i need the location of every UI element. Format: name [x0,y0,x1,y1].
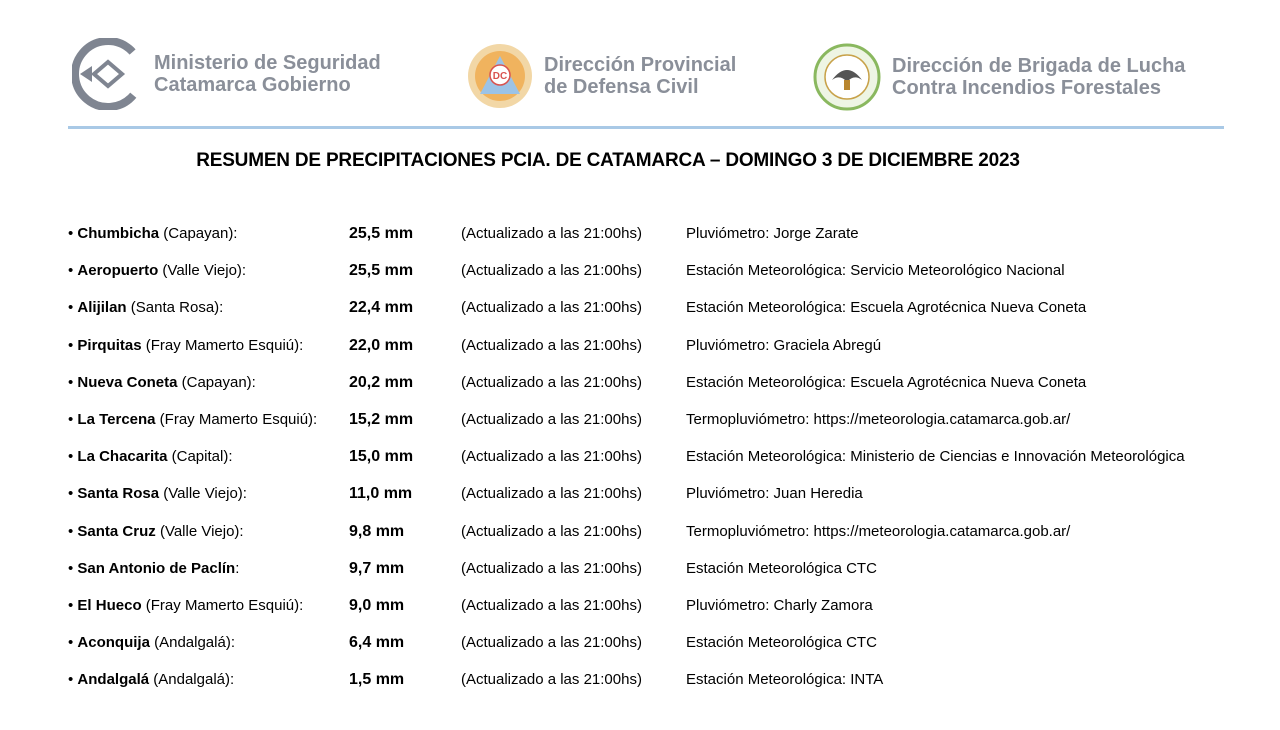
place-name: La Chacarita [77,448,168,466]
defensa-civil-logo-icon [466,42,534,110]
precipitation-list [68,225,1248,708]
list-item [68,299,1248,336]
place-name: Nueva Coneta [77,373,178,391]
department: (Fray Mamerto Esquiú): [155,410,318,428]
location: • Aconquija (Andalgalá): [68,634,235,652]
ministerio-logo-icon [72,38,144,110]
list-item [68,262,1248,299]
page-title: RESUMEN DE PRECIPITACIONES PCIA. DE CATAMARCA – DOMINGO 3 DE DICIEMBRE 2023 [196,150,1020,171]
org-defensa-civil [466,42,736,110]
update-time: (Actualizado a las 21:00hs) [461,596,642,614]
update-time: (Actualizado a las 21:00hs) [461,336,642,354]
rainfall-value: 1,5 mm [349,671,405,689]
rainfall-value: 22,0 mm [349,336,414,354]
department: (Valle Viejo): [158,262,247,280]
measurement-source: Pluviómetro: Graciela Abregú [686,336,882,354]
place-name: La Tercena [77,410,156,428]
department: (Valle Viejo): [155,522,244,540]
location: • La Tercena (Fray Mamerto Esquiú): [68,410,318,428]
update-time: (Actualizado a las 21:00hs) [461,410,642,428]
location: • Santa Rosa (Valle Viejo): [68,485,247,503]
department: (Valle Viejo): [159,485,247,503]
department: (Santa Rosa): [126,299,224,317]
dc-badge: DC [492,71,508,82]
update-time: (Actualizado a las 21:00hs) [461,225,642,242]
place-name: Santa Cruz [77,522,156,540]
location: • Chumbicha (Capayan): [68,225,238,242]
update-time: (Actualizado a las 21:00hs) [461,634,642,652]
location: • Aeropuerto (Valle Viejo): [68,262,247,280]
org-defensa-civil-line2: de Defensa Civil [544,76,699,98]
update-time: (Actualizado a las 21:00hs) [461,299,642,317]
rainfall-value: 9,8 mm [349,522,405,540]
org-brigada-line2: Contra Incendios Forestales [892,77,1161,99]
measurement-source: Pluviómetro: Jorge Zarate [686,225,859,242]
list-item [68,225,1248,262]
org-defensa-civil-line1: Dirección Provincial [544,54,737,76]
measurement-source: Pluviómetro: Juan Heredia [686,485,863,503]
org-ministerio [72,38,381,110]
brigada-logo-icon [812,42,882,112]
place-name: Aconquija [77,634,150,652]
update-time: (Actualizado a las 21:00hs) [461,448,642,466]
department: (Andalgalá): [149,671,235,689]
list-item [68,560,1248,597]
department: : [235,559,240,577]
place-name: San Antonio de Paclín [77,559,236,577]
org-ministerio-line1: Ministerio de Seguridad [154,52,381,74]
list-item [68,671,1248,708]
rainfall-value: 11,0 mm [349,485,413,503]
measurement-source: Estación Meteorológica: Servicio Meteorológico Nacional [686,262,1065,280]
list-item [68,597,1248,634]
list-item [68,485,1248,522]
rainfall-value: 22,4 mm [349,299,414,317]
place-name: Andalgalá [77,671,150,689]
list-item [68,374,1248,411]
rainfall-value: 9,7 mm [349,559,405,577]
rainfall-value: 25,5 mm [349,225,414,242]
location: • San Antonio de Paclín: [68,559,240,577]
department: (Capayan): [177,373,256,391]
department: (Andalgalá): [149,634,235,652]
update-time: (Actualizado a las 21:00hs) [461,485,642,503]
place-name: Aeropuerto [77,262,159,280]
update-time: (Actualizado a las 21:00hs) [461,671,642,689]
location: • Nueva Coneta (Capayan): [68,373,256,391]
place-name: Alijilan [77,299,127,317]
org-brigada [812,42,1185,112]
org-ministerio-line2: Catamarca Gobierno [154,74,351,96]
update-time: (Actualizado a las 21:00hs) [461,559,642,577]
rainfall-value: 15,2 mm [349,410,414,428]
update-time: (Actualizado a las 21:00hs) [461,522,642,540]
measurement-source: Estación Meteorológica: Ministerio de Ciencias e Innovación Meteorológica [686,448,1185,466]
list-item [68,337,1248,374]
measurement-source: Pluviómetro: Charly Zamora [686,596,873,614]
list-item [68,634,1248,671]
header-divider [68,126,1224,129]
measurement-source: Estación Meteorológica CTC [686,559,877,577]
measurement-source: Estación Meteorológica: Escuela Agrotécnica Nueva Coneta [686,299,1087,317]
list-item [68,448,1248,485]
department: (Capayan): [159,225,238,242]
measurement-source: Termopluviómetro: https://meteorologia.catamarca.gob.ar/ [686,410,1071,428]
department: (Capital): [167,448,233,466]
rainfall-value: 15,0 mm [349,448,414,466]
rainfall-value: 6,4 mm [349,634,405,652]
rainfall-value: 20,2 mm [349,373,414,391]
location: • Santa Cruz (Valle Viejo): [68,522,244,540]
place-name: Chumbicha [77,225,160,242]
department: (Fray Mamerto Esquiú): [141,596,304,614]
location: • Andalgalá (Andalgalá): [68,671,235,689]
measurement-source: Termopluviómetro: https://meteorologia.catamarca.gob.ar/ [686,522,1071,540]
update-time: (Actualizado a las 21:00hs) [461,373,642,391]
org-brigada-line1: Dirección de Brigada de Lucha [892,55,1186,77]
measurement-source: Estación Meteorológica: INTA [686,671,884,689]
location: • La Chacarita (Capital): [68,448,233,466]
location: • El Hueco (Fray Mamerto Esquiú): [68,596,304,614]
place-name: Santa Rosa [77,485,160,503]
place-name: Pirquitas [77,336,142,354]
rainfall-value: 9,0 mm [349,596,405,614]
list-item [68,523,1248,560]
rainfall-value: 25,5 mm [349,262,414,280]
header [0,0,1280,130]
location: • Pirquitas (Fray Mamerto Esquiú): [68,336,304,354]
measurement-source: Estación Meteorológica: Escuela Agrotécnica Nueva Coneta [686,373,1087,391]
place-name: El Hueco [77,596,142,614]
department: (Fray Mamerto Esquiú): [141,336,304,354]
update-time: (Actualizado a las 21:00hs) [461,262,642,280]
location: • Alijilan (Santa Rosa): [68,299,224,317]
measurement-source: Estación Meteorológica CTC [686,634,877,652]
list-item [68,411,1248,448]
